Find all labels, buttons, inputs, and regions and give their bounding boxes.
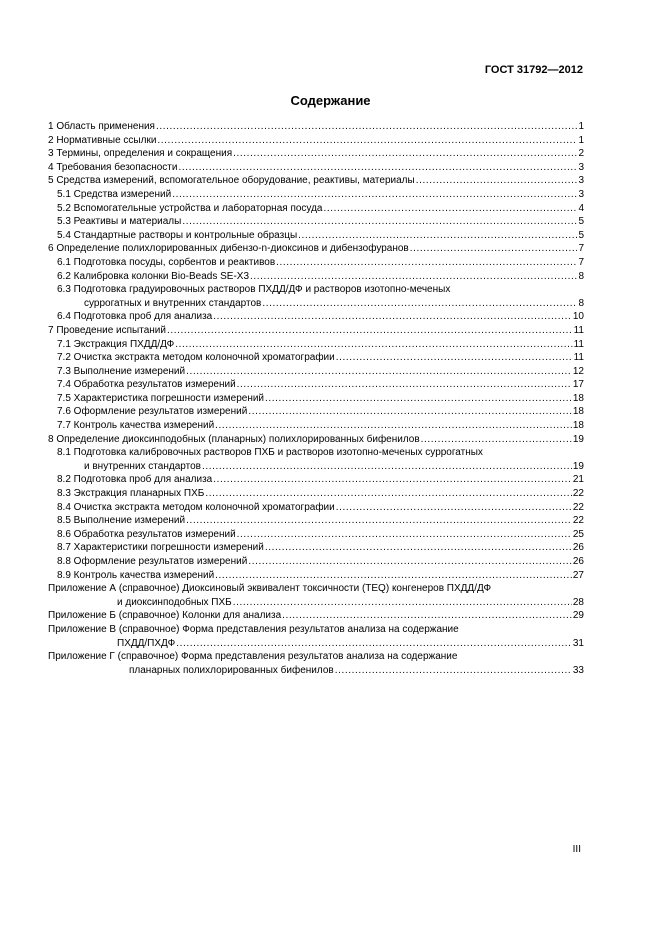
toc-page-number: 31 <box>572 637 584 649</box>
toc-page-number: 5 <box>578 216 584 228</box>
page-number: III <box>572 844 581 855</box>
toc-entry-title: планарных полихлорированных бифенилов <box>129 664 334 676</box>
dot-leader <box>172 188 577 202</box>
toc-page-number: 21 <box>572 474 584 486</box>
toc-entry[interactable] <box>48 147 584 161</box>
toc-page-number: 3 <box>578 188 584 200</box>
dot-leader <box>416 174 578 188</box>
dot-leader <box>205 487 572 501</box>
toc-page-number: 8 <box>578 297 584 309</box>
toc-page-number: 8 <box>578 270 584 282</box>
toc-entry[interactable] <box>48 405 584 419</box>
toc-page-number: 1 <box>578 134 584 146</box>
toc-page-number: 3 <box>578 161 584 173</box>
toc-page-number: 19 <box>572 433 584 445</box>
toc-entry-title: 7.2 Очистка экстракта методом колоночной хроматографии <box>57 352 335 364</box>
toc-entry-title: 5.3 Реактивы и материалы <box>57 216 182 228</box>
dot-leader <box>182 215 577 229</box>
dot-leader <box>213 310 572 324</box>
dot-leader <box>157 134 577 148</box>
toc-page-number: 22 <box>572 515 584 527</box>
toc-entry[interactable] <box>48 609 584 623</box>
dot-leader <box>265 541 572 555</box>
toc-entry[interactable] <box>48 487 584 501</box>
toc-entry[interactable] <box>48 161 584 175</box>
toc-entry-title: 8.8 Оформление результатов измерений <box>57 556 248 567</box>
dot-leader <box>298 229 577 243</box>
toc-page-number: 3 <box>578 175 584 187</box>
toc-entry-title: ПХДД/ПХДФ <box>117 637 176 649</box>
toc-entry[interactable] <box>48 310 584 324</box>
toc-entry[interactable] <box>48 541 584 555</box>
dot-leader <box>262 297 577 311</box>
toc-entry[interactable] <box>48 270 584 284</box>
toc-entry[interactable] <box>48 188 584 202</box>
toc-page-number: 7 <box>578 256 584 268</box>
toc-entry-title: 5.1 Средства измерений <box>57 188 172 200</box>
toc-entry-title: 7.5 Характеристика погрешности измерений <box>57 392 265 404</box>
dot-leader <box>276 256 577 270</box>
toc-entry[interactable] <box>48 528 584 542</box>
dot-leader <box>215 569 572 583</box>
dot-leader <box>265 392 572 406</box>
toc-entry[interactable] <box>48 283 584 310</box>
toc-entry[interactable] <box>48 229 584 243</box>
toc-page-number: 5 <box>578 229 584 241</box>
dot-leader <box>156 120 577 134</box>
toc-entry[interactable] <box>48 392 584 406</box>
dot-leader <box>323 202 577 216</box>
toc-entry-title: 8.7 Характеристики погрешности измерений <box>57 542 264 554</box>
dot-leader <box>176 637 572 651</box>
toc-entry-title: 7 Проведение испытаний <box>48 324 166 336</box>
toc-entry[interactable] <box>48 324 584 338</box>
document-id: ГОСТ 31792—2012 <box>484 64 583 76</box>
toc-page-number: 26 <box>572 542 584 554</box>
toc-entry-title: 6 Определение полихлорированных дибензо-n-диоксинов и дибензофуранов <box>48 243 409 255</box>
dot-leader <box>237 378 572 392</box>
toc-entry-title: 5.4 Стандартные растворы и контрольные образцы <box>57 229 298 241</box>
toc-entry-title: 8.1 Подготовка калибровочных растворов ПХБ и растворов изотопно-меченых суррогатных <box>57 447 483 459</box>
toc-entry[interactable] <box>48 120 584 134</box>
toc-page-number: 19 <box>572 460 584 472</box>
toc-entry-title: 8.6 Обработка результатов измерений <box>57 528 236 540</box>
toc-entry-title: 7.3 Выполнение измерений <box>57 365 186 377</box>
toc-entry-title: 5.2 Вспомогательные устройства и лабораторная посуда <box>57 202 323 214</box>
toc-entry-title: Приложение Б (справочное) Колонки для анализа <box>48 610 282 622</box>
toc-entry[interactable] <box>48 215 584 229</box>
toc-entry[interactable] <box>48 433 584 447</box>
toc-entry[interactable] <box>48 351 584 365</box>
dot-leader <box>186 365 572 379</box>
dot-leader <box>250 270 577 284</box>
dot-leader <box>336 351 573 365</box>
toc-page-number: 25 <box>572 528 584 540</box>
toc-entry-title: 8 Определение диоксинподобных (планарных) полихлорированных бифенилов <box>48 433 420 445</box>
table-of-contents <box>48 120 584 677</box>
toc-entry[interactable] <box>48 650 584 677</box>
toc-page-number: 17 <box>572 379 584 391</box>
toc-entry-title: 6.4 Подготовка проб для анализа <box>57 311 213 323</box>
toc-entry-title: 8.2 Подготовка проб для анализа <box>57 474 213 486</box>
toc-page-number: 18 <box>572 420 584 432</box>
toc-entry-title: и диоксинподобных ПХБ <box>117 596 232 608</box>
dot-leader <box>282 609 572 623</box>
toc-entry[interactable] <box>48 501 584 515</box>
toc-page-number: 11 <box>573 338 584 350</box>
toc-page-number: 18 <box>572 392 584 404</box>
toc-entry[interactable] <box>48 202 584 216</box>
toc-entry[interactable] <box>48 419 584 433</box>
toc-entry[interactable] <box>48 378 584 392</box>
toc-page-number: 4 <box>578 202 584 214</box>
dot-leader <box>215 419 572 433</box>
toc-page-number: 28 <box>572 596 584 608</box>
toc-entry-title: 7.1 Экстракция ПХДД/ДФ <box>57 338 175 350</box>
dot-leader <box>213 473 572 487</box>
toc-entry[interactable] <box>48 569 584 583</box>
toc-entry-title: 5 Средства измерений, вспомогательное оборудование, реактивы, материалы <box>48 175 415 187</box>
toc-page-number: 11 <box>573 352 584 364</box>
toc-entry[interactable] <box>48 555 584 569</box>
toc-entry-title: 1 Область применения <box>48 121 155 132</box>
toc-entry[interactable] <box>48 134 584 148</box>
dot-leader <box>233 596 572 610</box>
toc-page-number: 11 <box>573 324 584 336</box>
toc-entry-title: 8.5 Выполнение измерений <box>57 515 186 527</box>
dot-leader <box>202 460 572 474</box>
toc-entry-title: 2 Нормативные ссылки <box>48 134 157 146</box>
toc-page-number: 27 <box>572 569 584 581</box>
toc-entry-title: Приложение А (справочное) Диоксиновый эквивалент токсичности (TEQ) конгенеров ПХДД/ДФ <box>48 583 492 595</box>
toc-entry-title: и внутренних стандартов <box>84 460 201 472</box>
toc-entry-title: 6.3 Подготовка градуировочных растворов ПХДД/ДФ и растворов изотопно-меченых <box>57 284 451 296</box>
toc-entry-title: Приложение В (справочное) Форма представления результатов анализа на содержание <box>48 623 459 635</box>
toc-entry[interactable] <box>48 446 584 473</box>
dot-leader <box>175 338 572 352</box>
toc-page-number: 12 <box>572 365 584 377</box>
toc-page-number: 26 <box>572 556 584 567</box>
toc-entry[interactable] <box>48 514 584 528</box>
toc-entry-title: 7.7 Контроль качества измерений <box>57 420 215 432</box>
toc-entry-title: 8.9 Контроль качества измерений <box>57 569 215 581</box>
toc-page-number: 10 <box>572 311 584 323</box>
toc-entry-title: 8.3 Экстракция планарных ПХБ <box>57 488 205 500</box>
dot-leader <box>421 433 572 447</box>
dot-leader <box>178 161 577 175</box>
dot-leader <box>186 514 572 528</box>
toc-page-number: 29 <box>572 610 584 622</box>
toc-entry[interactable] <box>48 174 584 188</box>
toc-entry-title: 7.4 Обработка результатов измерений <box>57 379 236 391</box>
toc-entry-title: 7.6 Оформление результатов измерений <box>57 406 248 418</box>
toc-entry-title: 8.4 Очистка экстракта методом колоночной хроматографии <box>57 501 335 513</box>
dot-leader <box>248 555 572 569</box>
dot-leader <box>167 324 573 338</box>
toc-entry-title: 6.2 Калибровка колонки Bio-Beads SE-X3 <box>57 270 250 282</box>
toc-entry-title: суррогатных и внутренних стандартов <box>84 297 262 309</box>
toc-entry[interactable] <box>48 365 584 379</box>
dot-leader <box>410 242 578 256</box>
toc-page-number: 22 <box>572 501 584 513</box>
dot-leader <box>336 501 572 515</box>
toc-entry[interactable] <box>48 338 584 352</box>
toc-page-number: 1 <box>578 121 584 132</box>
toc-entry-title: 6.1 Подготовка посуды, сорбентов и реактивов <box>57 256 276 268</box>
toc-page-number: 33 <box>572 664 584 676</box>
toc-entry-title: Приложение Г (справочное) Форма представления результатов анализа на содержание <box>48 651 458 663</box>
toc-page-number: 2 <box>578 148 584 160</box>
toc-page-number: 7 <box>578 243 584 255</box>
toc-page-number: 18 <box>572 406 584 418</box>
toc-entry[interactable] <box>48 256 584 270</box>
toc-entry[interactable] <box>48 242 584 256</box>
toc-entry-title: 3 Термины, определения и сокращения <box>48 148 233 160</box>
toc-entry[interactable] <box>48 623 584 650</box>
dot-leader <box>233 147 577 161</box>
dot-leader <box>335 664 572 678</box>
toc-entry-title: 4 Требования безопасности <box>48 161 178 173</box>
dot-leader <box>237 528 572 542</box>
toc-entry[interactable] <box>48 582 584 609</box>
page-title: Содержание <box>290 93 371 108</box>
toc-page-number: 22 <box>572 488 584 500</box>
toc-entry[interactable] <box>48 473 584 487</box>
dot-leader <box>248 405 572 419</box>
